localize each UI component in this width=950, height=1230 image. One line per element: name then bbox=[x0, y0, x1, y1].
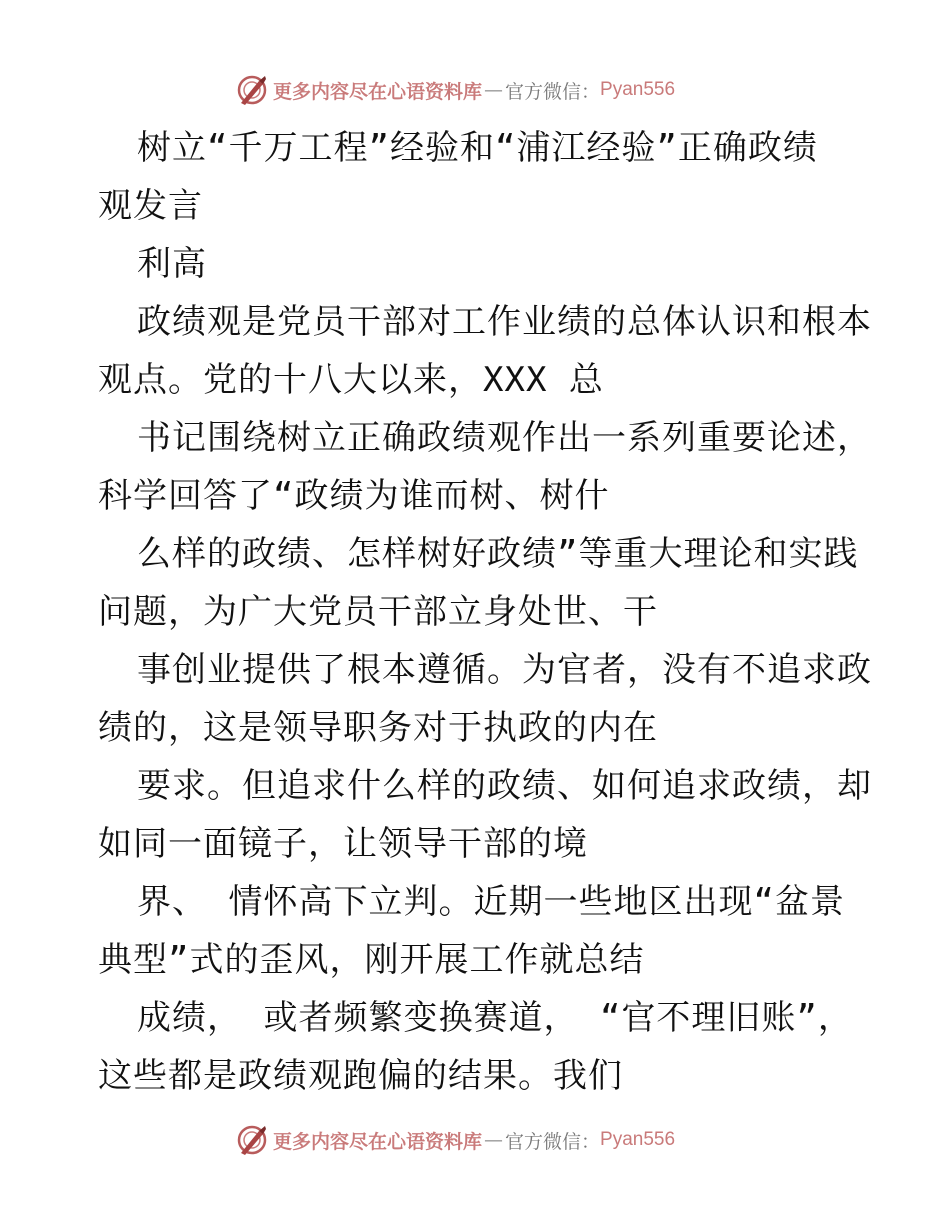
body-line: 绩的，这是领导职务对于执政的内在 bbox=[98, 708, 658, 748]
body-line: 观点。党的十八大以来，XXX 总 bbox=[98, 360, 604, 400]
watermark-dash: — bbox=[484, 79, 504, 101]
body-line: 问题，为广大党员干部立身处世、干 bbox=[98, 592, 658, 632]
pen-logo-icon bbox=[235, 1123, 269, 1157]
watermark-wechat-id: Pyan556 bbox=[600, 1129, 676, 1150]
body-line: 这些都是政绩观跑偏的结果。我们 bbox=[98, 1056, 623, 1096]
document-title-line-1: 树立“千万工程”经验和“浦江经验”正确政绩 bbox=[137, 128, 818, 168]
body-line: 科学回答了“政绩为谁而树、树什 bbox=[98, 476, 610, 516]
watermark-brand-text: 更多内容尽在心语资料库 bbox=[273, 80, 483, 103]
body-line: 事创业提供了根本遵循。为官者，没有不追求政 bbox=[137, 650, 872, 690]
watermark-footer bbox=[235, 1122, 675, 1158]
body-line: 如同一面镜子，让领导干部的境 bbox=[98, 824, 588, 864]
body-line: 典型”式的歪风，刚开展工作就总结 bbox=[98, 940, 645, 980]
watermark-wechat-label: 官方微信： bbox=[505, 80, 601, 103]
body-line: 界、 情怀高下立判。近期一些地区出现“盆景 bbox=[137, 882, 845, 922]
document-author: 利高 bbox=[137, 244, 207, 284]
body-line: 成绩， 或者频繁变换赛道， “官不理旧账”， bbox=[137, 998, 853, 1038]
pen-logo-icon bbox=[235, 73, 269, 107]
document-title-line-2: 观发言 bbox=[98, 186, 203, 226]
body-line: 要求。但追求什么样的政绩、如何追求政绩，却 bbox=[137, 766, 872, 806]
body-line: 么样的政绩、怎样树好政绩”等重大理论和实践 bbox=[137, 534, 859, 574]
body-line: 政绩观是党员干部对工作业绩的总体认识和根本 bbox=[137, 302, 872, 342]
body-line: 书记围绕树立正确政绩观作出一系列重要论述， bbox=[137, 418, 872, 458]
watermark-dash: — bbox=[484, 1129, 504, 1151]
watermark-brand-text: 更多内容尽在心语资料库 bbox=[273, 1130, 483, 1153]
watermark-wechat-label: 官方微信： bbox=[505, 1130, 601, 1153]
watermark-wechat-id: Pyan556 bbox=[600, 79, 676, 100]
watermark-header bbox=[235, 72, 675, 108]
